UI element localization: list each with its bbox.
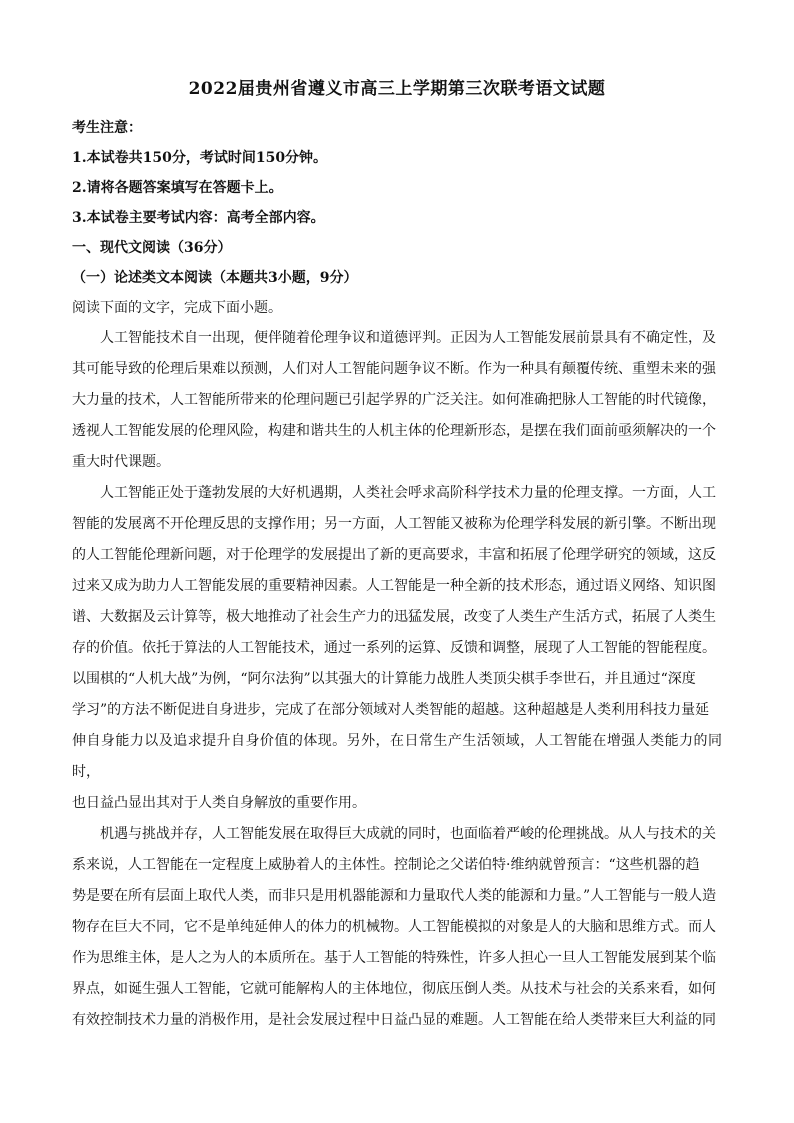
paragraph — [72, 478, 722, 819]
paragraph-line: 人工智能正处于蓬勃发展的大好机遇期，人类社会呼求高阶科学技术力量的伦理支撑。一方面，人工 — [100, 485, 716, 501]
paragraph-line: 也日益凸显出其对于人类自身解放的重要作用。 — [72, 795, 366, 811]
paragraph-line: 过来又成为助力人工智能发展的重要精神因素。人工智能是一种全新的技术形态，通过语义网络、知识图 — [72, 578, 716, 594]
notice-item: 1.本试卷共150分，考试时间150分钟。 — [72, 150, 328, 166]
paragraph-line: 透视人工智能发展的伦理风险，构建和谐共生的人机主体的伦理新形态，是摆在我们面前亟须解决的一个 — [72, 423, 716, 439]
subsection-heading: （一）论述类文本阅读（本题共3小题，9分） — [72, 270, 358, 286]
paragraph-line: 其可能导致的伦理后果难以预测，人们对人工智能问题争议不断。作为一种具有颠覆传统、重塑未来的强 — [72, 361, 716, 377]
paragraph — [72, 819, 722, 1036]
instruction-text: 阅读下面的文字，完成下面小题。 — [72, 300, 282, 316]
paragraph-line: 智能的发展离不开伦理反思的支撑作用；另一方面，人工智能又被称为伦理学科发展的新引擎。不断出现 — [72, 516, 716, 532]
paragraph — [72, 323, 722, 478]
paragraph-line: 有效控制技术力量的消极作用，是社会发展过程中日益凸显的难题。人工智能在给人类带来巨大利益的同 — [72, 1012, 716, 1028]
paragraph-line: 以围棋的“人机大战”为例，“阿尔法狗”以其强大的计算能力战胜人类顶尖棋手李世石，并且通过“深度 — [72, 671, 696, 687]
notice-heading: 考生注意： — [72, 120, 142, 136]
paragraph-line: 势是要在所有层面上取代人类，而非只是用机器能源和力量取代人类的能源和力量。”人工智能与一般人造 — [72, 888, 717, 904]
paragraph-line: 存的价值。依托于算法的人工智能技术，通过一系列的运算、反馈和调整，展现了人工智能的智能程度。 — [72, 640, 716, 656]
paragraph-line: 人工智能技术自一出现，便伴随着伦理争议和道德评判。正因为人工智能发展前景具有不确定性，及 — [100, 330, 716, 346]
paragraph-line: 谱、大数据及云计算等，极大地推动了社会生产力的迅猛发展，改变了人类生产生活方式，拓展了人类生 — [72, 609, 716, 625]
notice-item: 3.本试卷主要考试内容：高考全部内容。 — [72, 210, 325, 226]
paragraph-line: 界点，如诞生强人工智能，它就可能解构人的主体地位，彻底压倒人类。从技术与社会的关系来看，如何 — [72, 981, 716, 997]
notice-item: 2.请将各题答案填写在答题卡上。 — [72, 180, 283, 196]
document-title: 2022届贵州省遵义市高三上学期第三次联考语文试题 — [188, 79, 606, 99]
section-heading: 一、现代文阅读（36分） — [72, 240, 232, 256]
paragraph-line: 大力量的技术，人工智能所带来的伦理问题已引起学界的广泛关注。如何准确把脉人工智能的时代镜像， — [72, 392, 716, 408]
paragraph-line: 作为思维主体，是人之为人的本质所在。基于人工智能的特殊性，许多人担心一旦人工智能发展到某个临 — [72, 950, 716, 966]
paragraph-line: 重大时代课题。 — [72, 454, 170, 470]
paragraph-line: 机遇与挑战并存，人工智能发展在取得巨大成就的同时，也面临着严峻的伦理挑战。从人与技术的关 — [100, 826, 716, 842]
paragraph-line: 系来说，人工智能在一定程度上威胁着人的主体性。控制论之父诺伯特·维纳就曾预言：“这些机器的趋 — [72, 857, 700, 873]
paragraph-line: 物存在巨大不同，它不是单纯延伸人的体力的机械物。人工智能模拟的对象是人的大脑和思维方式。而人 — [72, 919, 716, 935]
paragraph-line: 伸自身能力以及追求提升自身价值的体现。另外，在日常生产生活领域，人工智能在增强人类能力的同时， — [72, 733, 722, 780]
paragraph-line: 学习”的方法不断促进自身进步，完成了在部分领域对人类智能的超越。这种超越是人类利用科技力量延 — [72, 702, 710, 718]
paragraph-line: 的人工智能伦理新问题，对于伦理学的发展提出了新的更高要求，丰富和拓展了伦理学研究的领域，这反 — [72, 547, 716, 563]
